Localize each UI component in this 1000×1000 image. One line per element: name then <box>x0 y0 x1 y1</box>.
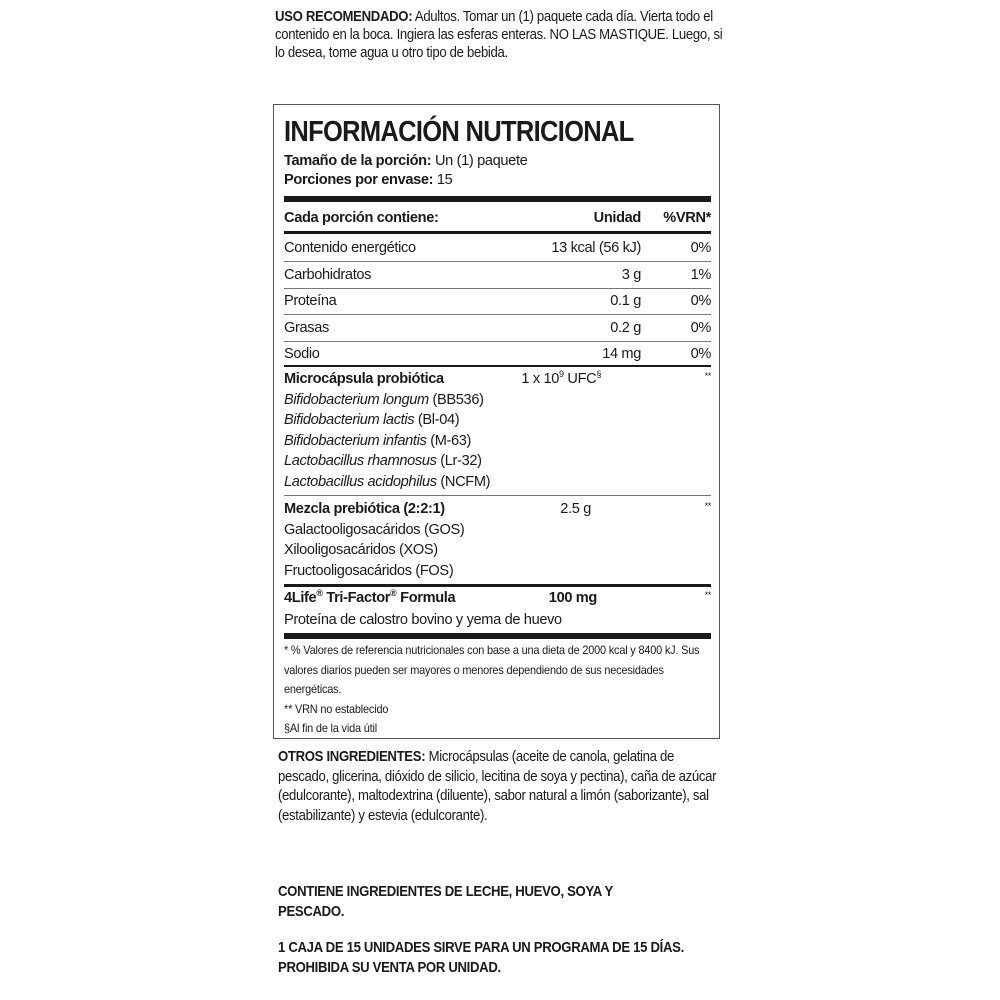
unit-exp: 9 <box>559 369 564 380</box>
strain-code: (Lr-32) <box>436 453 482 470</box>
trifactor-name: Tri-Factor <box>322 590 391 606</box>
probiotic-label: Microcápsula probiótica <box>284 371 444 387</box>
serving-size-value: Un (1) paquete <box>431 153 528 169</box>
other-ingredients-label: OTROS INGREDIENTES: <box>278 749 426 765</box>
recommended-use-label: USO RECOMENDADO: <box>275 9 413 25</box>
trifactor-desc: Proteína de calostro bovino y yema de huevo <box>284 611 562 628</box>
strain-name: Bifidobacterium infantis <box>284 432 427 449</box>
prebiotic-unit <box>491 499 641 520</box>
strain-item <box>284 472 711 493</box>
strain-code: (M-63) <box>426 432 472 449</box>
strain-name: Bifidobacterium lactis <box>284 412 415 429</box>
nutrient-row <box>284 238 711 258</box>
nutrient-vrn: 0% <box>690 240 711 256</box>
prebiotic-vrn: ** <box>704 501 711 511</box>
strain-code: (BB536) <box>428 391 484 408</box>
divider <box>284 231 711 234</box>
nutrient-label: Proteína <box>284 293 337 309</box>
unit-base: 1 x 10 <box>521 371 560 387</box>
header-vrn: %VRN* <box>663 210 711 226</box>
trifactor-formula: Formula <box>396 590 456 606</box>
servings-value: 15 <box>433 172 453 188</box>
nutrition-facts-panel <box>273 104 720 739</box>
serving-info <box>284 152 711 190</box>
other-ingredients-text: Microcápsulas (aceite de canola, gelatina de pescado, glicerina, dióxido de silicio, lecitina de soya y pectina), caña de azúcar (edulcorante), maltodextrina (diluente), sabor natural a limón (saborizante), sal (estabilizante) y estevia (edulcorante). <box>278 749 717 824</box>
panel-title: INFORMACIÓN NUTRICIONAL <box>284 116 634 148</box>
prebiotic-unit-value: 2.5 g <box>560 501 591 517</box>
prebiotic-item: Xilooligosacáridos (XOS) <box>284 542 438 559</box>
strain-name: Lactobacillus acidophilus <box>284 473 437 490</box>
nutrient-label: Sodio <box>284 346 320 362</box>
nutrient-unit: 3 g <box>621 266 641 283</box>
box-statement: 1 CAJA DE 15 UNIDADES SIRVE PARA UN PROGRAMA DE 15 DÍAS. PROHIBIDA SU VENTA POR UNIDAD. <box>278 940 684 976</box>
nutrient-vrn: 0% <box>690 346 711 362</box>
nutrient-unit: 14 mg <box>602 346 641 362</box>
divider-thin <box>284 288 711 289</box>
nutrient-label: Grasas <box>284 319 329 336</box>
unit-suffix: UFC <box>563 371 597 387</box>
divider-thin <box>284 314 711 315</box>
nutrient-vrn: 0% <box>690 293 711 309</box>
nutrient-row <box>284 344 711 364</box>
nutrient-label: Contenido energético <box>284 240 416 256</box>
divider-thick <box>284 633 711 639</box>
footnote-shelf-life: §Al fin de la vida útil <box>284 721 377 735</box>
trifactor-unit <box>491 588 641 609</box>
divider-thick <box>284 196 711 202</box>
strain-code: (Bl-04) <box>414 412 460 429</box>
nutrient-unit: 13 kcal (56 kJ) <box>551 240 641 256</box>
prebiotic-section <box>284 499 711 581</box>
trifactor-vrn: ** <box>704 590 711 600</box>
trifactor-unit-value: 100 mg <box>548 590 597 606</box>
strain-name: Bifidobacterium longum <box>284 391 429 408</box>
recommended-use <box>275 8 725 62</box>
reg-mark: ® <box>316 588 323 599</box>
nutrient-row <box>284 291 711 311</box>
servings-label: Porciones por envase: <box>284 172 434 188</box>
nutrient-unit: 0.2 g <box>610 319 641 336</box>
divider <box>284 365 711 367</box>
nutrient-row <box>284 265 711 285</box>
strain-code: (NCFM) <box>436 473 491 490</box>
nutrient-vrn: 1% <box>690 266 711 283</box>
probiotic-vrn: ** <box>704 371 711 381</box>
footnote-not-established: ** VRN no establecido <box>284 701 389 716</box>
probiotic-unit <box>491 369 641 390</box>
header-unit: Unidad <box>593 210 641 226</box>
strain-name: Lactobacillus rhamnosus <box>284 453 437 470</box>
prebiotic-label: Mezcla prebiótica (2:2:1) <box>284 501 445 517</box>
unit-mark: § <box>596 369 601 380</box>
strain-item <box>284 431 711 452</box>
prebiotic-item: Galactooligosacáridos (GOS) <box>284 521 465 538</box>
footnotes <box>284 641 704 739</box>
divider-thin <box>284 495 711 496</box>
reg-mark: ® <box>390 588 397 599</box>
divider-thin <box>284 341 711 342</box>
trifactor-section <box>284 588 711 630</box>
other-ingredients <box>278 748 721 826</box>
nutrient-vrn: 0% <box>690 319 711 336</box>
strain-item <box>284 390 711 411</box>
strain-item <box>284 410 711 431</box>
strain-item <box>284 451 711 472</box>
serving-size-label: Tamaño de la porción: <box>284 153 432 169</box>
header-label: Cada porción contiene: <box>284 210 439 226</box>
divider-thin <box>284 261 711 262</box>
column-header <box>284 208 711 228</box>
divider <box>284 584 711 587</box>
probiotic-section <box>284 369 711 493</box>
nutrient-row <box>284 318 711 338</box>
recommended-use-text: Adultos. Tomar un (1) paquete cada día. Vierta todo el contenido en la boca. Ingiera las esferas enteras. NO LAS MASTIQUE. Luego, si lo desea, tome agua u otro tipo de bebida. <box>275 9 723 61</box>
prebiotic-item: Fructooligosacáridos (FOS) <box>284 562 454 579</box>
nutrient-label: Carbohidratos <box>284 266 372 283</box>
trifactor-brand: 4Life <box>284 590 317 606</box>
nutrient-unit: 0.1 g <box>610 293 641 309</box>
footnote-vrn: * % Valores de referencia nutricionales con base a una dieta de 2000 kcal y 8400 kJ. Sus valores diarios pueden ser mayores o menores dependiendo de sus necesidades energéticas. <box>284 643 700 696</box>
allergen-statement: CONTIENE INGREDIENTES DE LECHE, HUEVO, SOYA Y PESCADO. <box>278 884 613 920</box>
trifactor-label <box>284 588 491 609</box>
